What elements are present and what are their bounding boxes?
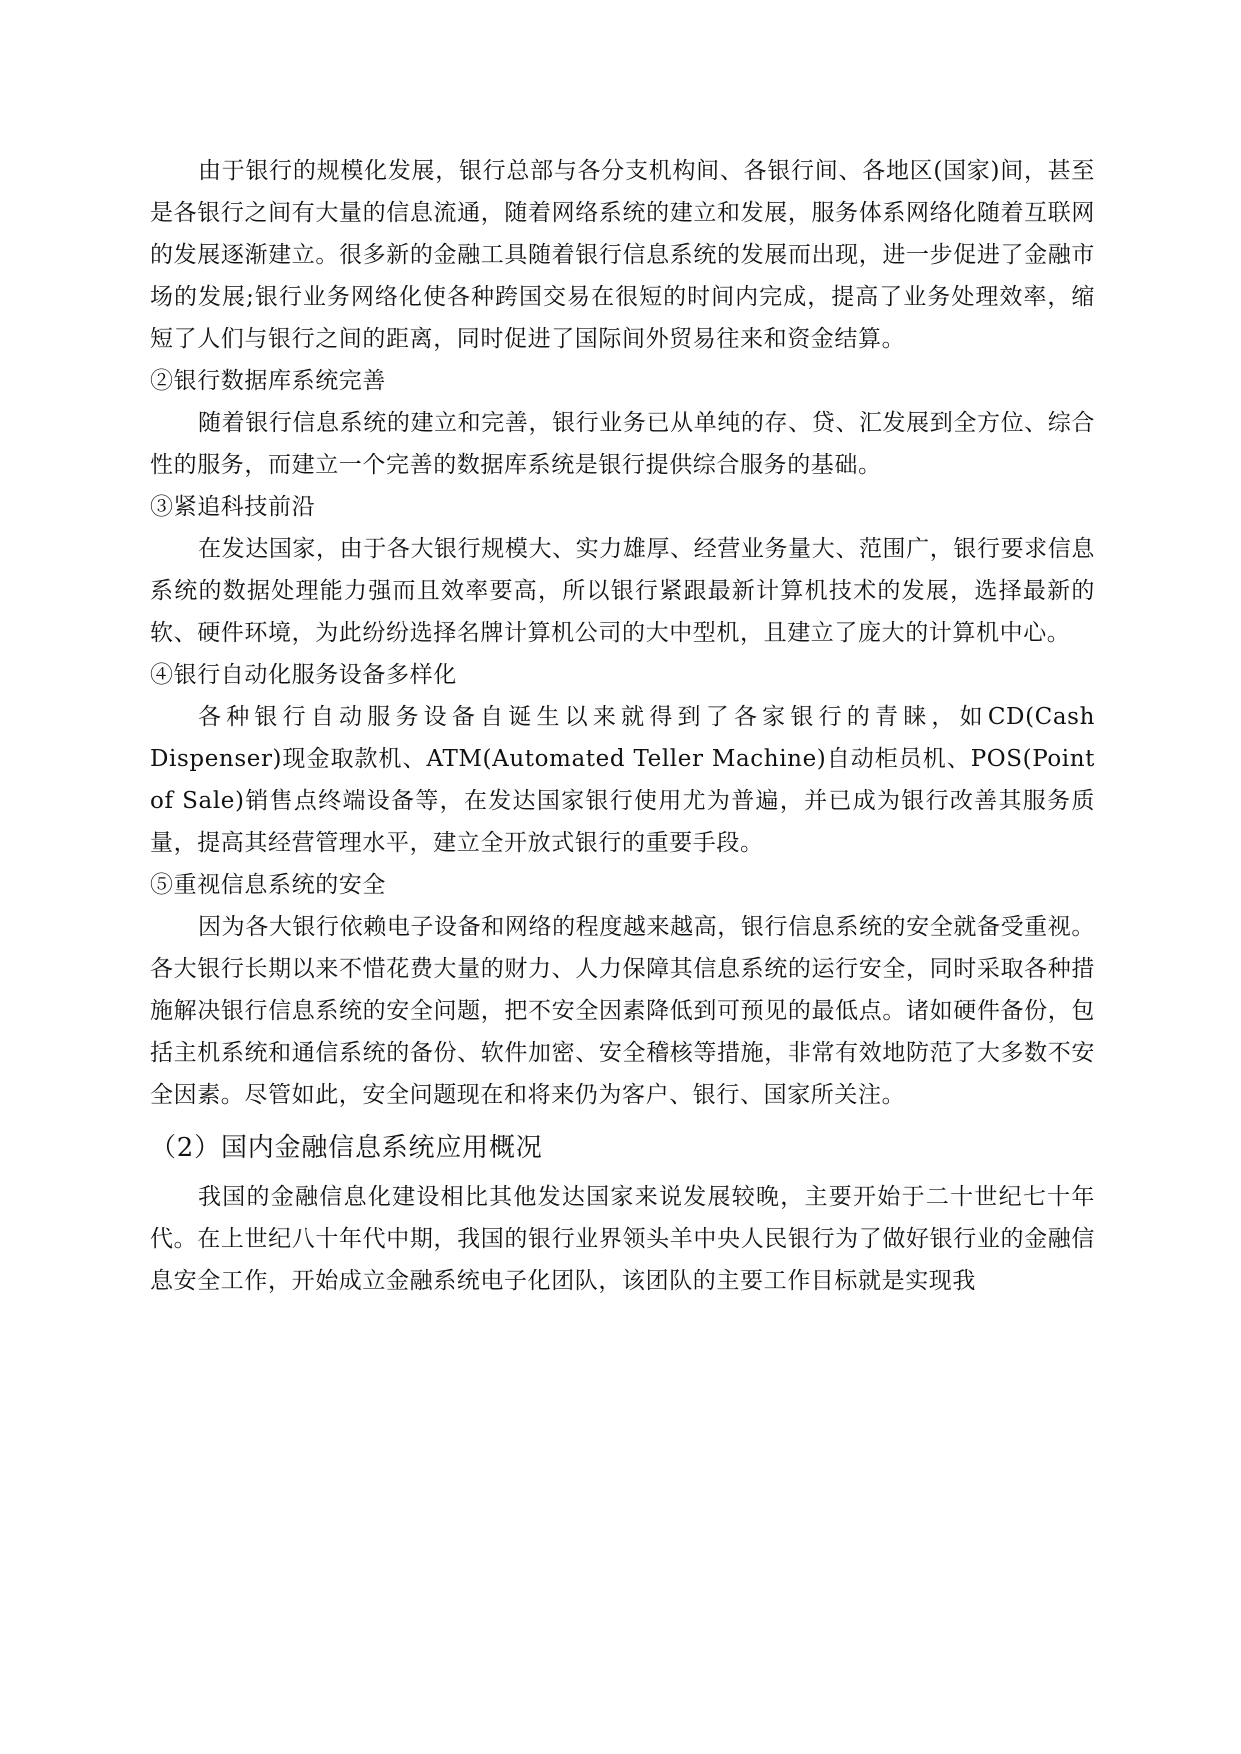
subheading-security: ⑤重视信息系统的安全 — [150, 872, 386, 898]
paragraph-database: 随着银行信息系统的建立和完善，银行业务已从单纯的存、贷、汇发展到全方位、综合性的服务，而建立一个完善的数据库系统是银行提供综合服务的基础。 — [150, 410, 1095, 478]
paragraph-technology: 在发达国家，由于各大银行规模大、实力雄厚、经营业务量大、范围广，银行要求信息系统的数据处理能力强而且效率要高，所以银行紧跟最新计算机技术的发展，选择最新的软、硬件环境，为此纷纷选择名牌计算机公司的大中型机，且建立了庞大的计算机中心。 — [150, 536, 1095, 646]
paragraph-automation: 各种银行自动服务设备自诞生以来就得到了各家银行的青睐，如CD(Cash Dispenser)现金取款机、ATM(Automated Teller Machine)自动柜员机、POS(Point of Sale)销售点终端设备等，在发达国家银行使用尤为普遍，并已成为银行改善其服务质量，提高其经营管理水平，建立全开放式银行的重要手段。 — [150, 704, 1095, 856]
paragraph-security: 因为各大银行依赖电子设备和网络的程度越来越高，银行信息系统的安全就备受重视。各大银行长期以来不惜花费大量的财力、人力保障其信息系统的运行安全，同时采取各种措施解决银行信息系统的安全问题，把不安全因素降低到可预见的最低点。诸如硬件备份，包括主机系统和通信系统的备份、软件加密、安全稽核等措施，非常有效地防范了大多数不安全因素。尽管如此，安全问题现在和将来仍为客户、银行、国家所关注。 — [150, 914, 1095, 1108]
section-number: （2） — [150, 1133, 221, 1163]
document-page — [150, 150, 1095, 1302]
section-heading-domestic — [150, 1126, 1095, 1170]
subheading-automation: ④银行自动化服务设备多样化 — [150, 662, 457, 688]
paragraph-bank-networking: 由于银行的规模化发展，银行总部与各分支机构间、各银行间、各地区(国家)间，甚至是各银行之间有大量的信息流通，随着网络系统的建立和发展，服务体系网络化随着互联网的发展逐渐建立。很多新的金融工具随着银行信息系统的发展而出现，进一步促进了金融市场的发展;银行业务网络化使各种跨国交易在很短的时间内完成，提高了业务处理效率，缩短了人们与银行之间的距离，同时促进了国际间外贸易往来和资金结算。 — [150, 158, 1095, 352]
paragraph-domestic: 我国的金融信息化建设相比其他发达国家来说发展较晚，主要开始于二十世纪七十年代。在上世纪八十年代中期，我国的银行业界领头羊中央人民银行为了做好银行业的金融信息安全工作，开始成立金融系统电子化团队，该团队的主要工作目标就是实现我 — [150, 1184, 1095, 1294]
section-title: 国内金融信息系统应用概况 — [220, 1133, 543, 1163]
subheading-technology: ③紧追科技前沿 — [150, 494, 316, 520]
subheading-database: ②银行数据库系统完善 — [150, 368, 386, 394]
